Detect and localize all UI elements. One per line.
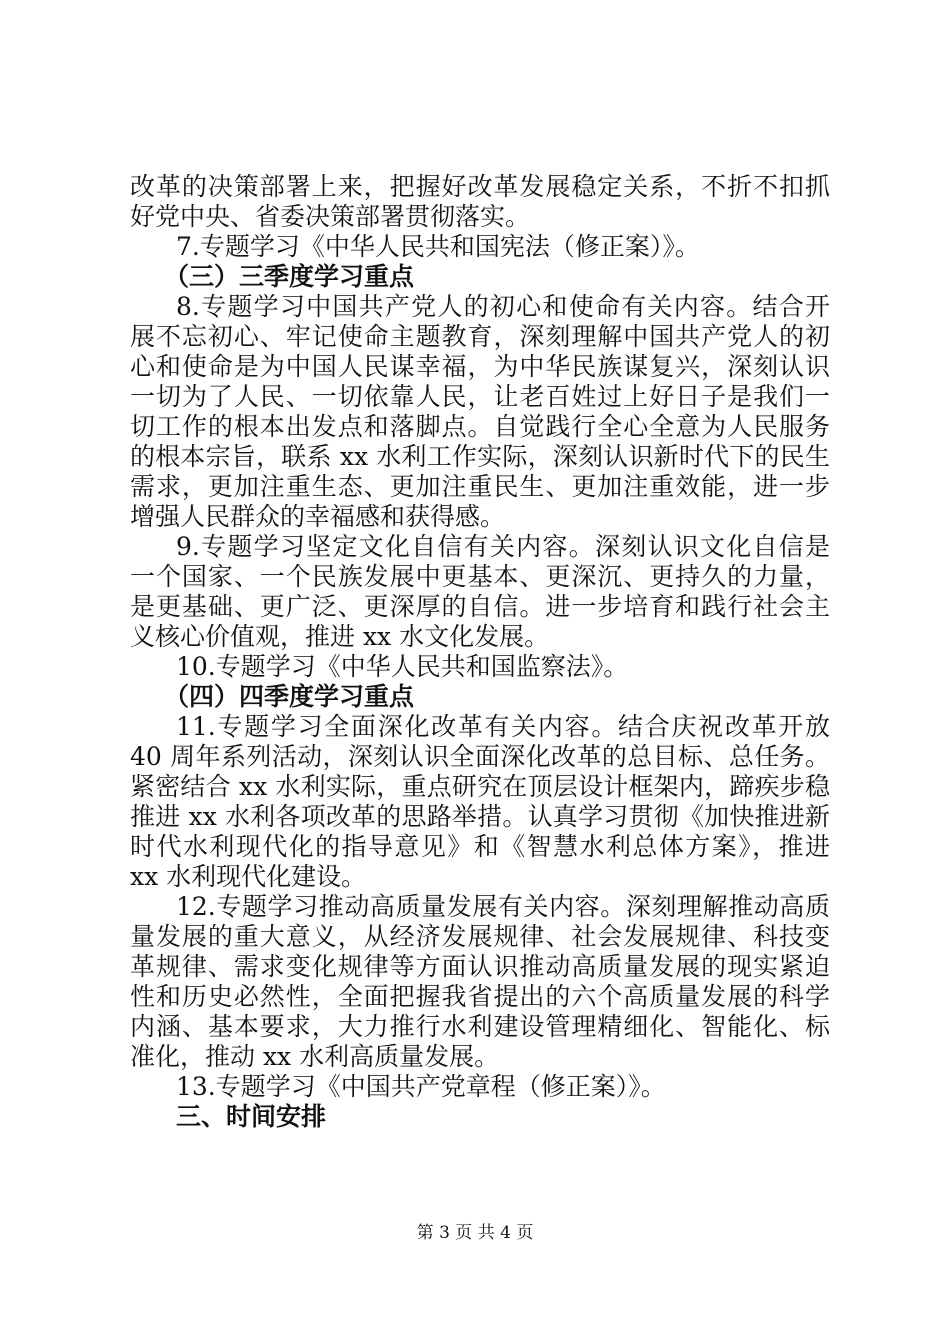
document-body: [130, 172, 830, 1132]
paragraph-line: 好党中央、省委决策部署贯彻落实。: [130, 202, 531, 231]
list-item-11: 11.专题学习全面深化改革有关内容。结合庆祝改革开放: [176, 712, 830, 741]
list-item-9: 9.专题学习坚定文化自信有关内容。深刻认识文化自信是: [176, 532, 830, 561]
paragraph-line: xx 水利现代化建设。: [130, 862, 367, 891]
list-item-7: 7.专题学习《中华人民共和国宪法（修正案）》。: [176, 232, 700, 261]
paragraph-line: 推进 xx 水利各项改革的思路举措。认真学习贯彻《加快推进新: [130, 802, 830, 831]
section-heading-q3: （三）三季度学习重点: [164, 262, 415, 291]
paragraph-line: 展不忘初心、牢记使命主题教育，深刻理解中国共产党人的初: [130, 322, 830, 351]
paragraph-line: 增强人民群众的幸福感和获得感。: [130, 502, 506, 531]
section-heading-schedule: 三、时间安排: [176, 1102, 327, 1131]
paragraph-line: 的根本宗旨，联系 xx 水利工作实际，深刻认识新时代下的民生: [130, 442, 830, 471]
paragraph-line: 一个国家、一个民族发展中更基本、更深沉、更持久的力量，: [130, 562, 830, 591]
list-item-13: 13.专题学习《中国共产党章程（修正案）》。: [176, 1072, 666, 1101]
paragraph-line: 性和历史必然性，全面把握我省提出的六个高质量发展的科学: [130, 982, 830, 1011]
paragraph-line: 内涵、基本要求，大力推行水利建设管理精细化、智能化、标: [130, 1012, 830, 1041]
paragraph-line: 改革的决策部署上来，把握好改革发展稳定关系，不折不扣抓: [130, 172, 830, 201]
paragraph-line: 一切为了人民、一切依靠人民，让老百姓过上好日子是我们一: [130, 382, 830, 411]
paragraph-line: 心和使命是为中国人民谋幸福，为中华民族谋复兴，深刻认识: [130, 352, 830, 381]
section-heading-q4: （四）四季度学习重点: [164, 682, 415, 711]
list-item-12: 12.专题学习推动高质量发展有关内容。深刻理解推动高质: [176, 892, 830, 921]
page-number: 第 3 页 共 4 页: [416, 1223, 534, 1243]
paragraph-line: 革规律、需求变化规律等方面认识推动高质量发展的现实紧迫: [130, 952, 830, 981]
paragraph-line: 准化，推动 xx 水利高质量发展。: [130, 1042, 500, 1071]
paragraph-line: 40 周年系列活动，深刻认识全面深化改革的总目标、总任务。: [130, 742, 830, 771]
paragraph-line: 量发展的重大意义，从经济发展规律、社会发展规律、科技变: [130, 922, 830, 951]
list-item-8: 8.专题学习中国共产党人的初心和使命有关内容。结合开: [176, 292, 830, 321]
list-item-10: 10.专题学习《中华人民共和国监察法》。: [176, 652, 629, 681]
paragraph-line: 时代水利现代化的指导意见》和《智慧水利总体方案》，推进: [130, 832, 830, 861]
paragraph-line: 义核心价值观，推进 xx 水文化发展。: [130, 622, 550, 651]
paragraph-line: 紧密结合 xx 水利实际，重点研究在顶层设计框架内，蹄疾步稳: [130, 772, 830, 801]
paragraph-line: 是更基础、更广泛、更深厚的自信。进一步培育和践行社会主: [130, 592, 830, 621]
paragraph-line: 需求，更加注重生态、更加注重民生、更加注重效能，进一步: [130, 472, 830, 501]
paragraph-line: 切工作的根本出发点和落脚点。自觉践行全心全意为人民服务: [130, 412, 830, 441]
